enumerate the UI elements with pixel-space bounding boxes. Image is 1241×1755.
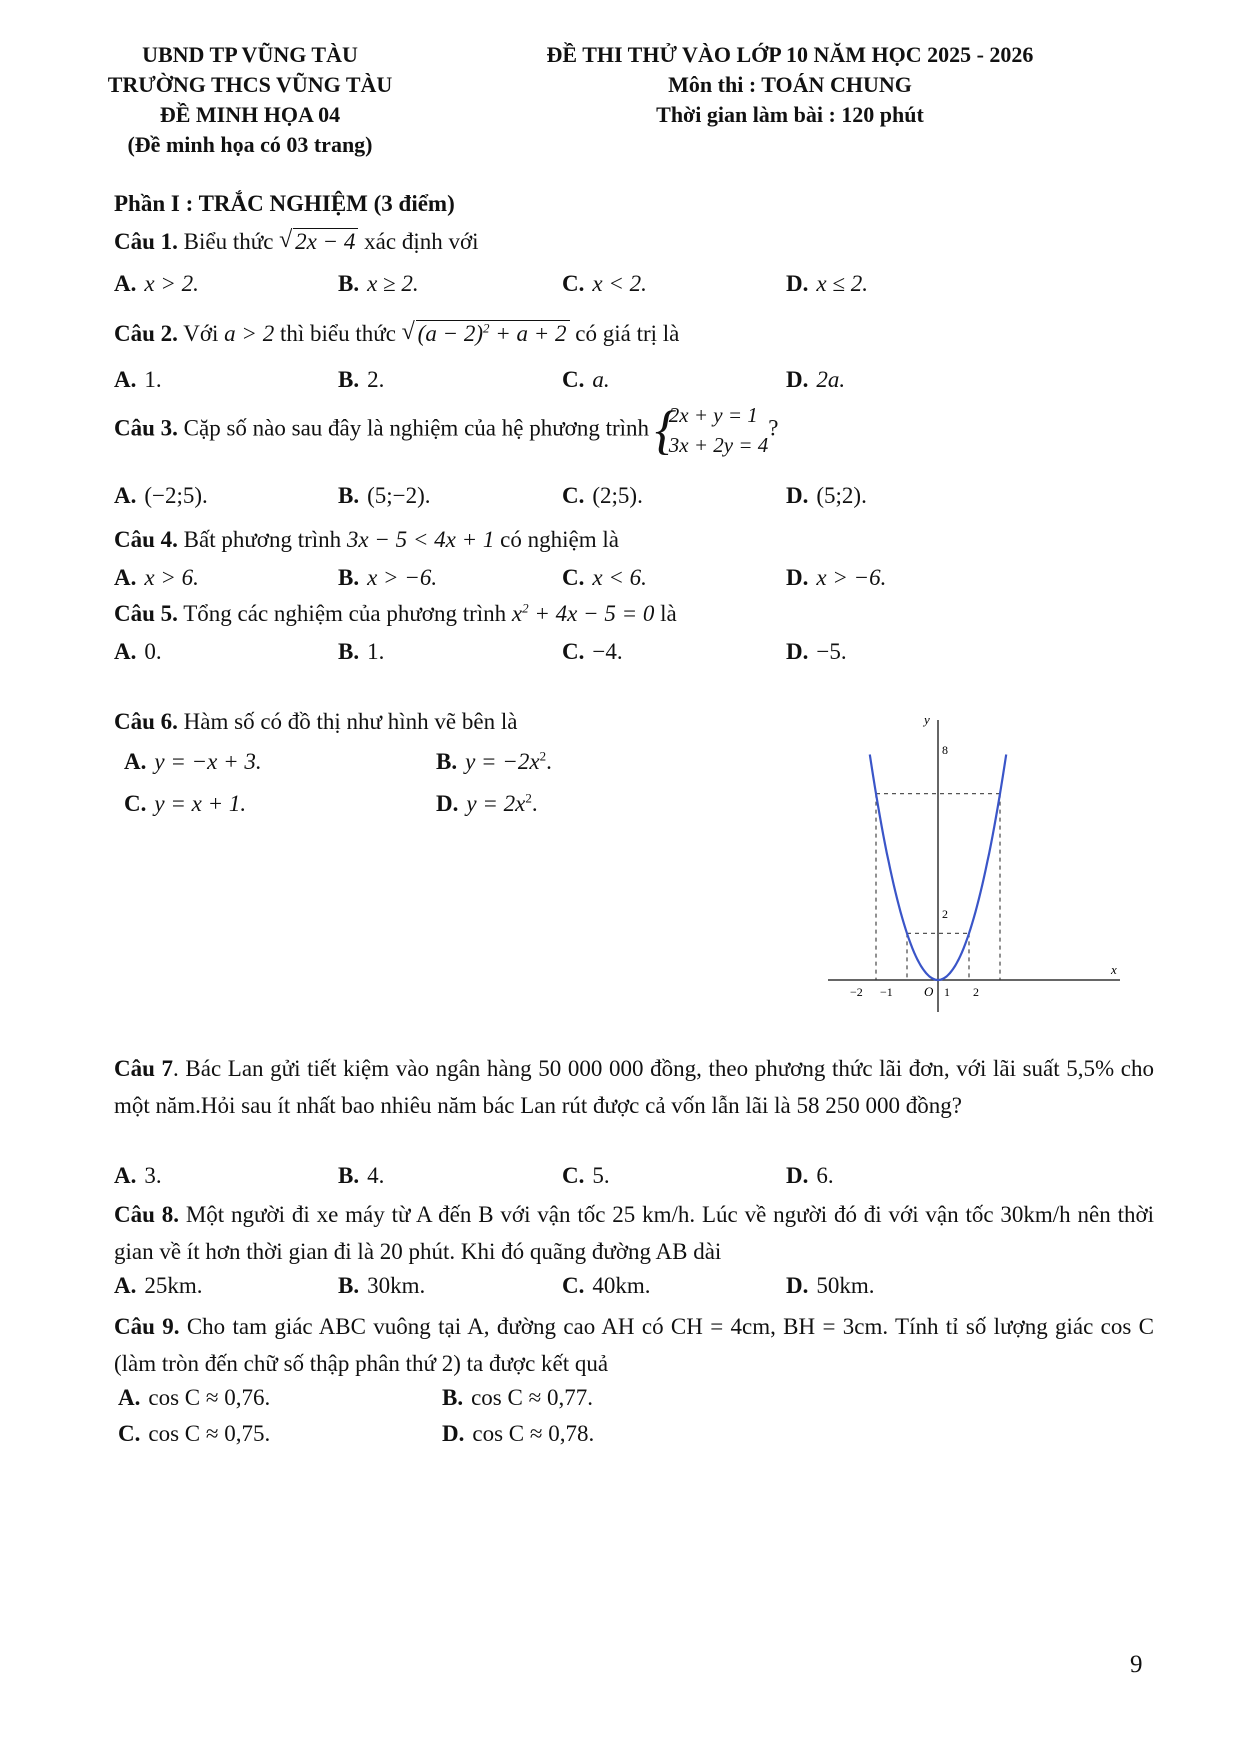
question-5 — [114, 598, 1154, 629]
option-a[interactable]: A. 0. — [114, 639, 162, 664]
y-tick-label: 8 — [942, 743, 948, 757]
option-d[interactable]: D. 2a. — [786, 367, 846, 392]
option-d[interactable]: D. 6. — [786, 1163, 834, 1188]
authority-name: UBND TP VŨNG TÀU — [142, 42, 358, 67]
question-7 — [114, 1050, 1154, 1124]
x-tick-label: −1 — [880, 985, 893, 999]
option-b[interactable]: B. 4. — [338, 1163, 385, 1188]
question-text: là — [660, 601, 677, 626]
option-a[interactable]: A. y = −x + 3. — [124, 749, 262, 774]
parabola-graph — [820, 712, 1140, 1022]
page-number: 9 — [1130, 1651, 1143, 1678]
option-d[interactable]: D. (5;2). — [786, 483, 867, 508]
option-c[interactable]: C. −4. — [562, 639, 623, 664]
question-text: xác định với — [364, 229, 479, 254]
question-text: Biểu thức — [183, 229, 274, 254]
option-a[interactable]: A. cos C ≈ 0,76. — [118, 1385, 271, 1410]
section-title: Phần I : TRẮC NGHIỆM (3 điểm) — [114, 191, 455, 216]
inequality: 3x − 5 < 4x + 1 — [346, 527, 495, 552]
question-text: có nghiệm là — [500, 527, 619, 552]
option-b[interactable]: B. cos C ≈ 0,77. — [442, 1385, 593, 1410]
option-c[interactable]: C. x < 2. — [562, 271, 647, 296]
option-c[interactable]: C. x < 6. — [562, 565, 647, 590]
option-b[interactable]: B. x > −6. — [338, 565, 438, 590]
option-b[interactable]: B. 2. — [338, 367, 385, 392]
question-label: Câu 1. — [114, 229, 178, 254]
origin-label: O — [924, 984, 934, 999]
option-d[interactable]: D. 50km. — [786, 1273, 875, 1298]
equation-system: { 2x + y = 1 3x + 2y = 4 — [654, 400, 769, 460]
question-3: Câu 3. Cặp số nào sau đây là nghiệm của hệ phương trình { 2x + y = 1 3x + 2y = 4 ? — [114, 400, 779, 460]
x-tick-label: 2 — [973, 985, 979, 999]
exam-code: ĐỀ MINH HỌA 04 — [159, 102, 341, 127]
question-text: Bất phương trình — [183, 527, 342, 552]
question-label: Câu 3. — [114, 415, 178, 441]
x-tick-label: 1 — [944, 985, 950, 999]
option-b[interactable]: B. 30km. — [338, 1273, 426, 1298]
option-c[interactable]: C. (2;5). — [562, 483, 643, 508]
option-a[interactable]: A. 3. — [114, 1163, 162, 1188]
header-right — [500, 40, 1080, 130]
question-label: Câu 8. — [114, 1202, 179, 1227]
page-count-note: (Đề minh họa có 03 trang) — [127, 132, 373, 157]
x-tick-label: −2 — [850, 985, 863, 999]
option-c[interactable]: C. 40km. — [562, 1273, 651, 1298]
option-d[interactable]: D. −5. — [786, 639, 847, 664]
header-left — [60, 40, 440, 160]
question-label: Câu 2. — [114, 321, 178, 346]
question-1 — [114, 226, 1154, 257]
option-b[interactable]: B. $y = -2x^2$. — [436, 748, 552, 774]
question-text: Với — [183, 321, 219, 346]
question-text: có giá trị là — [575, 321, 680, 346]
y-axis-label: y — [924, 712, 930, 727]
option-c[interactable]: C. cos C ≈ 0,75. — [118, 1421, 271, 1446]
option-a[interactable]: A. 25km. — [114, 1273, 203, 1298]
option-d[interactable]: D. x > −6. — [786, 565, 887, 590]
option-d[interactable]: D. $y = 2x^2$. — [436, 790, 538, 816]
exam-subject: Môn thi : TOÁN CHUNG — [668, 72, 912, 97]
equation: $x^2 + 4x - 5 = 0$ — [511, 600, 655, 626]
question-label: Câu 6. — [114, 709, 178, 734]
option-a[interactable]: A. (−2;5). — [114, 483, 208, 508]
option-b[interactable]: B. x ≥ 2. — [338, 271, 419, 296]
exam-duration: Thời gian làm bài : 120 phút — [656, 102, 924, 127]
exam-title: ĐỀ THI THỬ VÀO LỚP 10 NĂM HỌC 2025 - 2026 — [546, 42, 1034, 67]
option-a[interactable]: A. x > 6. — [114, 565, 199, 590]
option-c[interactable]: C. a. — [562, 367, 610, 392]
option-b[interactable]: B. 1. — [338, 639, 385, 664]
question-4 — [114, 524, 1154, 555]
question-text: thì biểu thức — [279, 321, 396, 346]
option-b[interactable]: B. (5;−2). — [338, 483, 431, 508]
option-d[interactable]: D. cos C ≈ 0,78. — [442, 1421, 595, 1446]
condition: a > 2 — [224, 321, 275, 346]
option-c[interactable]: C. 5. — [562, 1163, 610, 1188]
sqrt-expression: √ $(a - 2)^2 + a + 2$ — [402, 318, 570, 349]
question-text: Cho tam giác ABC vuông tại A, đường cao AH có CH = 4cm, BH = 3cm. Tính tỉ số lượng giác cos C (làm tròn đến chữ số thập phân thứ 2) ta được kết quả — [114, 1314, 1154, 1376]
school-name: TRƯỜNG THCS VŨNG TÀU — [107, 72, 393, 97]
question-label: Câu 5. — [114, 601, 178, 626]
question-8 — [114, 1196, 1154, 1270]
question-2 — [114, 318, 1154, 349]
question-label: Câu 4. — [114, 527, 178, 552]
option-c[interactable]: C. y = x + 1. — [124, 791, 247, 816]
option-d[interactable]: D. x ≤ 2. — [786, 271, 868, 296]
y-tick-label: 2 — [942, 907, 948, 921]
question-6 — [114, 706, 714, 737]
question-label: Câu 7 — [114, 1056, 174, 1081]
option-a[interactable]: A. x > 2. — [114, 271, 199, 296]
question-text: . Bác Lan gửi tiết kiệm vào ngân hàng 50 000 000 đồng, theo phương thức lãi đơn, với lãi suất 5,5% cho một năm.Hỏi sau ít nhất bao nhiêu năm bác Lan rút được cả vốn lẫn lãi là 58 250 000 đồng? — [114, 1056, 1154, 1118]
sqrt-expression: √ 2x − 4 — [279, 226, 358, 257]
x-axis-label: x — [1111, 962, 1117, 977]
question-text: Một người đi xe máy từ A đến B với vận tốc 25 km/h. Lúc về người đó đi với vận tốc 30km/h nên thời gian về ít hơn thời gian đi là 20 phút. Khi đó quãng đường AB dài — [114, 1202, 1155, 1264]
question-9 — [114, 1308, 1154, 1382]
option-a[interactable]: A. 1. — [114, 367, 162, 392]
question-text: Hàm số có đồ thị như hình vẽ bên là — [183, 709, 518, 734]
question-text: Cặp số nào sau đây là nghiệm của hệ phương trình — [183, 415, 650, 441]
question-text: Tổng các nghiệm của phương trình — [183, 601, 507, 626]
question-label: Câu 9. — [114, 1314, 180, 1339]
